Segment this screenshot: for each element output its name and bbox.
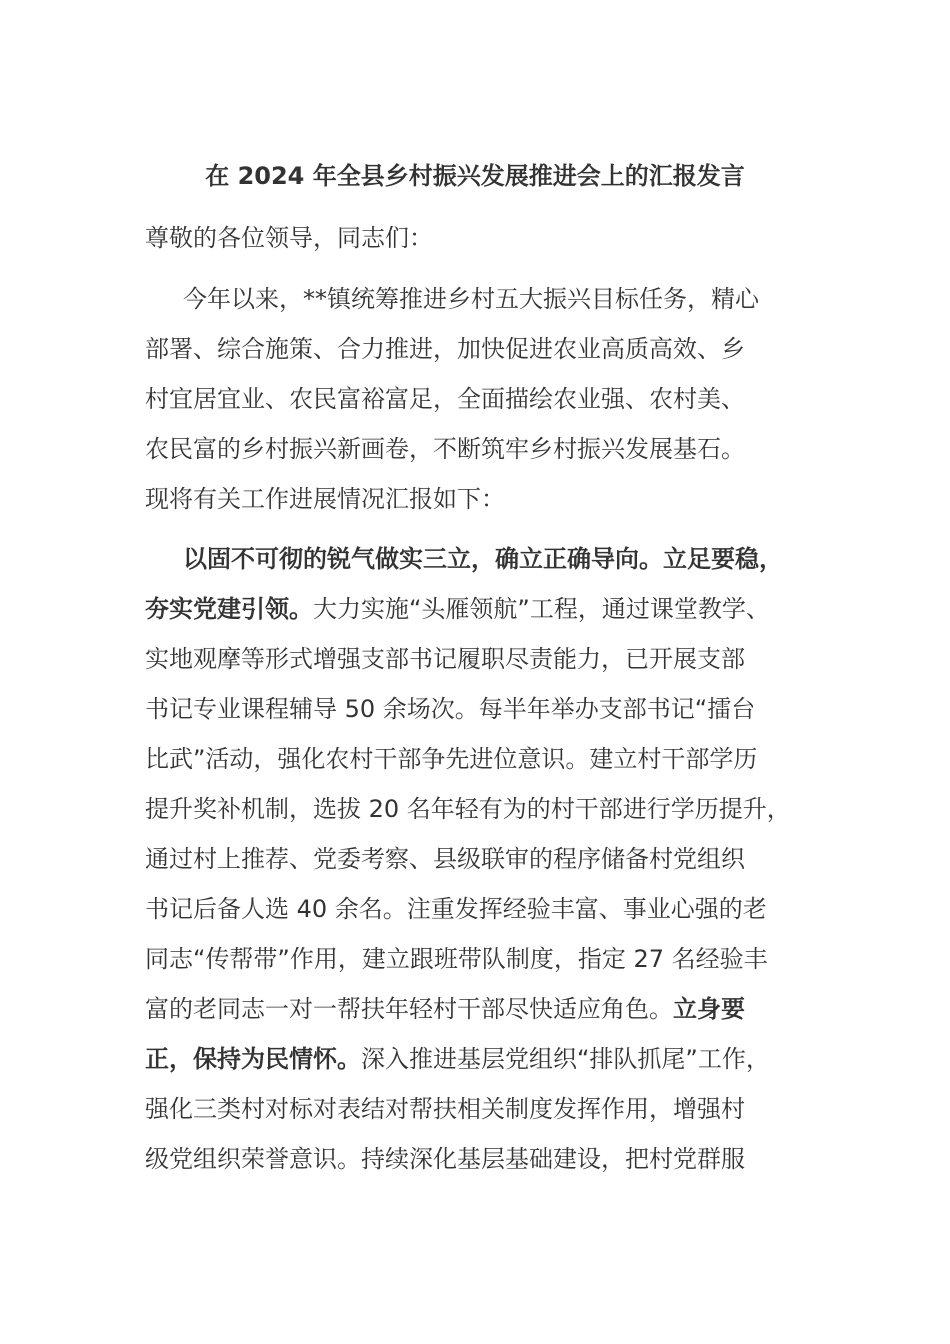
text-line: 农民富的乡村振兴新画卷，不断筑牢乡村振兴发展基石。: [145, 435, 745, 463]
paragraph-intro: [145, 274, 835, 524]
text-line: 强化三类村对标对表结对帮扶相关制度发挥作用，增强村: [145, 1095, 745, 1123]
text-line: 部署、综合施策、合力推进，加快促进农业高质高效、乡: [145, 335, 745, 363]
text-line: 级党组织荣誉意识。持续深化基层基础建设，把村党群服: [145, 1145, 745, 1173]
text-run: 富的老同志一对一帮扶年轻村干部尽快适应角色。: [145, 995, 673, 1023]
text-line: 同志“传帮带”作用，建立跟班带队制度，指定 27 名经验丰: [145, 945, 768, 973]
bold-subheading: 夯实党建引领。: [145, 595, 313, 623]
text-line: 书记后备人选 40 余名。注重发挥经验丰富、事业心强的老: [145, 895, 767, 923]
text-line: 书记专业课程辅导 50 余场次。每半年举办支部书记“擂台: [145, 695, 756, 723]
salutation: 尊敬的各位领导，同志们：: [145, 224, 433, 252]
section-heading-line: 以固不可彻的锐气做实三立，确立正确导向。立足要稳，: [183, 545, 783, 573]
text-line: 实地观摩等形式增强支部书记履职尽责能力，已开展支部: [145, 645, 745, 673]
text-line: 通过村上推荐、党委考察、县级联审的程序储备村党组织: [145, 845, 745, 873]
paragraph-section-one: [145, 534, 835, 1184]
bold-subheading: 立身要: [673, 995, 745, 1023]
text-line: 提升奖补机制，选拔 20 名年轻有为的村干部进行学历提升，: [145, 795, 791, 823]
text-line: 村宜居宜业、农民富裕富足，全面描绘农业强、农村美、: [145, 385, 745, 413]
text-run: 大力实施“头雁领航”工程，通过课堂教学、: [313, 595, 770, 623]
text-line: [145, 584, 835, 634]
text-line: 现将有关工作进展情况汇报如下：: [145, 485, 505, 513]
text-run: 深入推进基层党组织“排队抓尾”工作，: [361, 1045, 770, 1073]
text-line: [145, 1034, 835, 1084]
text-line: [145, 984, 835, 1034]
bold-subheading: 正，保持为民情怀。: [145, 1045, 361, 1073]
text-line: 比武”活动，强化农村干部争先进位意识。建立村干部学历: [145, 745, 758, 773]
text-line: 今年以来，**镇统筹推进乡村五大振兴目标任务，精心: [183, 285, 759, 313]
document-title: 在 2024 年全县乡村振兴发展推进会上的汇报发言: [205, 162, 745, 190]
